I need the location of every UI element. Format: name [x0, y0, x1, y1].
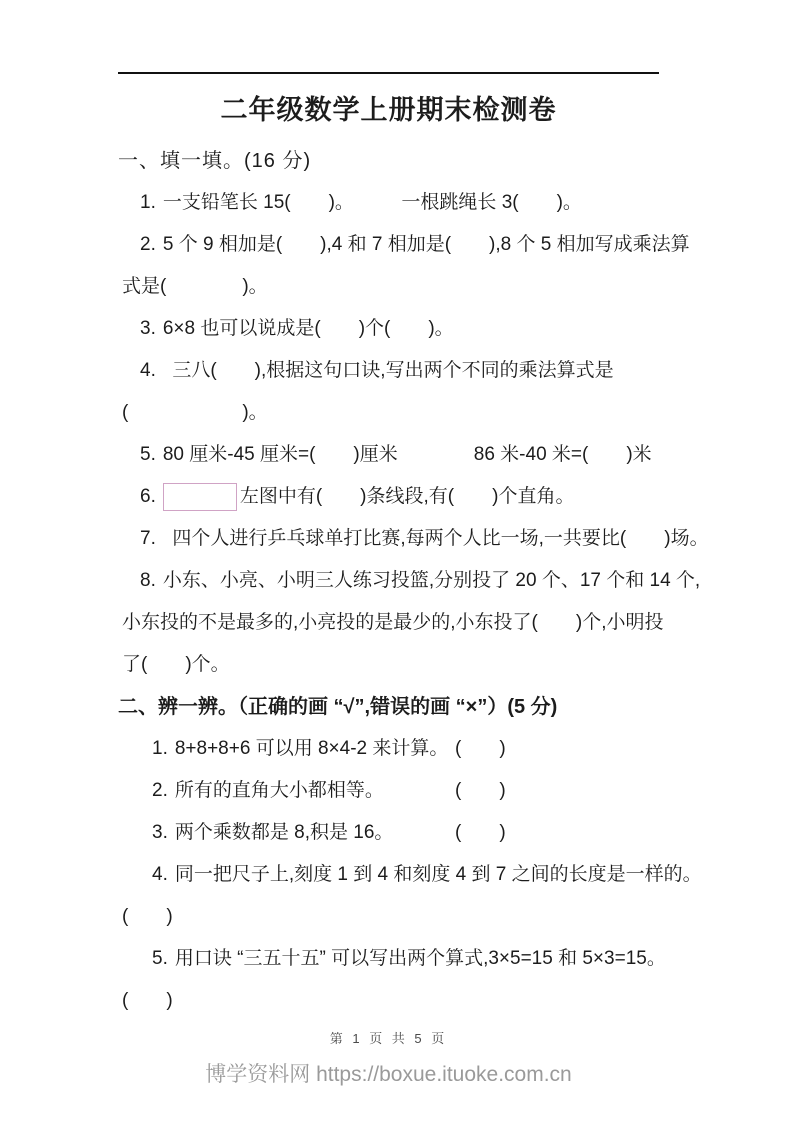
- question-number: 3.: [140, 318, 156, 339]
- question-text: 一支铅笔长 15( )。 一根跳绳长 3( )。: [162, 192, 582, 213]
- question-line: [118, 224, 690, 266]
- question-text: 两个乘数都是 8,积是 16。: [174, 822, 394, 843]
- question-text: 6×8 也可以说成是( )个( )。: [162, 318, 454, 339]
- question-text: ( ): [122, 906, 173, 927]
- question-line: [118, 896, 663, 938]
- question-line: [118, 392, 663, 434]
- question-line: [118, 182, 663, 224]
- question-number: 4.: [140, 360, 156, 381]
- page-title: 二年级数学上册期末检测卷: [220, 95, 557, 125]
- question-number: 1.: [140, 192, 156, 213]
- question-number: 2.: [152, 780, 168, 801]
- question-number: 2.: [140, 234, 156, 255]
- question-list: [118, 728, 702, 1022]
- question-line: [118, 350, 663, 392]
- section-fill-in-blanks: [118, 140, 709, 686]
- question-text: 5 个 9 相加是( ),4 和 7 相加是( ),8 个 5 相加写成乘法算: [162, 234, 690, 255]
- question-number: 3.: [152, 822, 168, 843]
- question-number: 6.: [140, 486, 156, 507]
- question-number: 7.: [140, 528, 156, 549]
- answer-blank: ( ): [455, 822, 506, 843]
- question-line: [118, 434, 663, 476]
- question-text: 小东、小亮、小明三人练习投篮,分别投了 20 个、17 个和 14 个,: [162, 570, 701, 591]
- question-text: 了( )个。: [122, 654, 230, 675]
- question-text: 小东投的不是最多的,小亮投的是最少的,小东投了( )个,小明投: [122, 612, 664, 633]
- question-number: 5.: [140, 444, 156, 465]
- question-text: 80 厘米-45 厘米=( )厘米 86 米-40 米=( )米: [162, 444, 652, 465]
- question-line: [118, 266, 663, 308]
- question-line: [118, 728, 663, 770]
- top-divider-line: [118, 72, 659, 74]
- exam-body: [118, 140, 709, 1022]
- question-line: [118, 854, 702, 896]
- question-text: 四个人进行乒乓球单打比赛,每两个人比一场,一共要比( )场。: [162, 528, 709, 549]
- question-text: ( )。: [122, 402, 268, 423]
- question-number: 5.: [152, 948, 168, 969]
- question-line: [118, 476, 663, 518]
- watermark-source-link: 博学资料网 https://boxue.ituoke.com.cn: [205, 1063, 572, 1086]
- question-text: 所有的直角大小都相等。: [174, 780, 384, 801]
- page-number: 第 1 页 共 5 页: [329, 1031, 448, 1046]
- question-text: 左图中有( )条线段,有( )个直角。: [239, 486, 575, 507]
- question-line: [118, 308, 663, 350]
- question-text: 同一把尺子上,刻度 1 到 4 和刻度 4 到 7 之间的长度是一样的。: [174, 864, 702, 885]
- question-text: 8+8+8+6 可以用 8×4-2 来计算。: [174, 738, 449, 759]
- question-line: [118, 644, 663, 686]
- question-list: [118, 182, 709, 686]
- section-heading: 一、填一填。(16 分): [118, 150, 312, 172]
- section-heading: 二、辨一辨。（正确的画 “√”,错误的画 “×”）(5 分): [118, 696, 558, 718]
- question-line: [118, 560, 701, 602]
- question-line: [118, 518, 709, 560]
- question-number: 4.: [152, 864, 168, 885]
- question-text: ( ): [122, 990, 173, 1011]
- question-text: 用口诀 “三五十五” 可以写出两个算式,3×5=15 和 5×3=15。: [174, 948, 666, 969]
- question-text: 三八( ),根据这句口诀,写出两个不同的乘法算式是: [162, 360, 614, 381]
- question-line: [118, 770, 663, 812]
- question-number: 1.: [152, 738, 168, 759]
- question-text: 式是( )。: [122, 276, 268, 297]
- question-line: [118, 812, 663, 854]
- answer-blank: ( ): [455, 780, 506, 801]
- question-line: [118, 602, 663, 644]
- section-true-false: [118, 686, 702, 1022]
- answer-blank: ( ): [455, 738, 506, 759]
- empty-figure-box: [163, 483, 237, 511]
- question-number: 8.: [140, 570, 156, 591]
- question-line: [118, 980, 663, 1022]
- question-line: [118, 938, 666, 980]
